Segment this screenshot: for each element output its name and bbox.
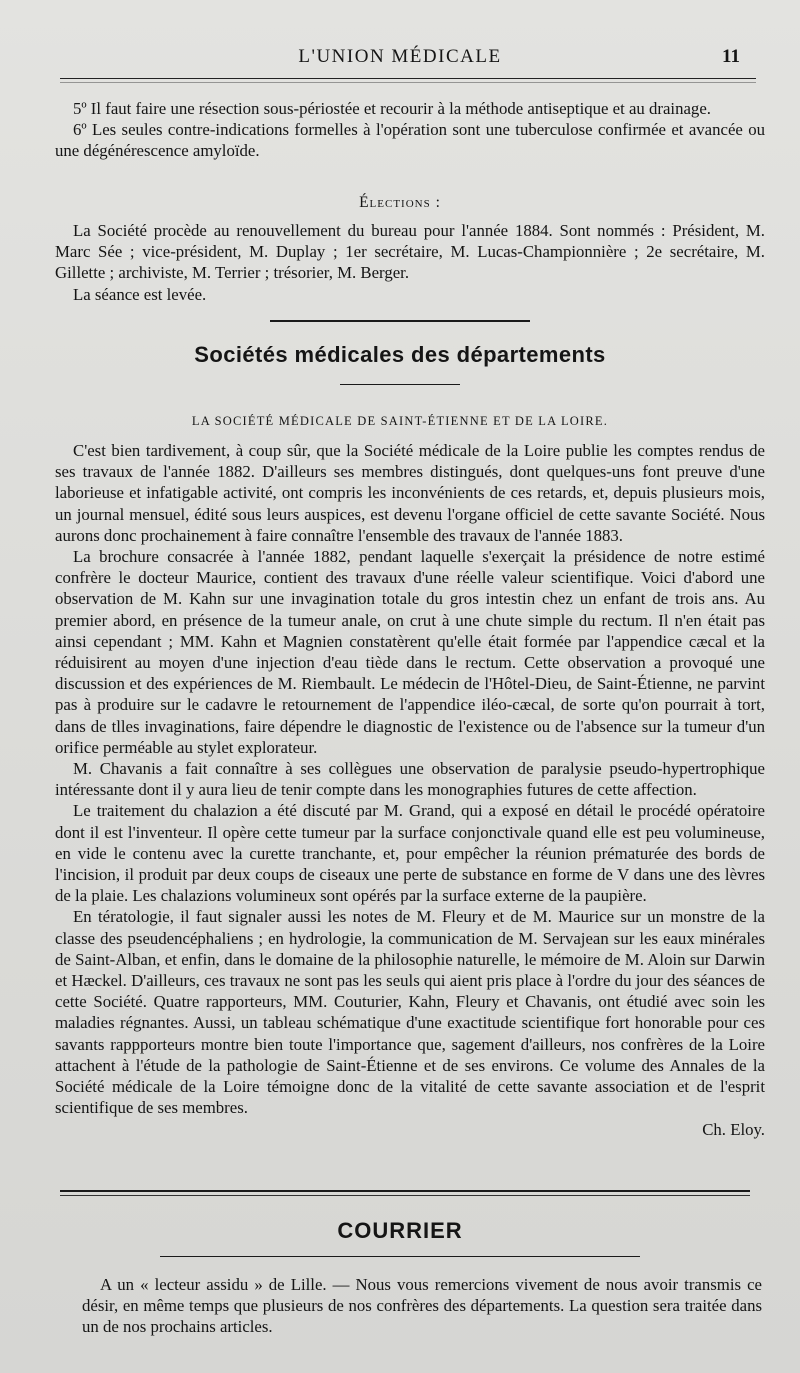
header-rule-secondary	[60, 82, 756, 83]
courrier-rule-top	[60, 1190, 750, 1192]
page-number: 11	[722, 46, 740, 67]
running-head	[60, 46, 740, 74]
elections-paragraph: La Société procède au renouvellement du bureau pour l'année 1884. Sont nommés : Président, M. Marc Sée ; vice-président, M. Duplay ; 1er secrétaire, M. Lucas-Championnière ; 2e secrétaire, M. Gillette ; archiviste, M. Terrier ; trésorier, M. Berger.	[55, 221, 765, 283]
courrier-rule-bottom	[60, 1195, 750, 1196]
society-subtitle: LA SOCIÉTÉ MÉDICALE DE SAINT-ÉTIENNE ET DE LA LOIRE.	[191, 414, 609, 428]
article-paragraph: La brochure consacrée à l'année 1882, pendant laquelle s'exerçait la présidence de notre estimé confrère le docteur Maurice, contient des travaux d'une réelle valeur scientifique. Voici d'abord une observation de M. Kahn sur une invagination totale du gros intestin chez un enfant de trois ans. Au premier abord, en présence de la tumeur anale, on crut à une chute simple du rectum. Il n'en était pas ainsi cependant ; MM. Kahn et Magnien constatèrent qu'elle était formée par l'appendice cæcal et la réduisirent au moyen d'une injection d'eau tiède dans le rectum. Cette observation a provoqué une discussion et des expériences de M. Riembault. Le médecin de l'Hôtel-Dieu, de Saint-Étienne, ne parvint pas à produire sur le cadavre le retournement de l'appendice iléo-cæcal, de sorte qu'on pourrait à tort, dans de tlles invaginations, faire dépendre le diagnostic de l'existence ou de l'absence sur la tumeur d'un orifice perméable au stylet explorateur.	[55, 547, 765, 757]
courrier-block	[82, 1274, 762, 1338]
subtitle-divider	[340, 384, 460, 385]
courrier-divider	[160, 1256, 640, 1257]
article-paragraph: C'est bien tardivement, à coup sûr, que la Société médicale de la Loire publie les comptes rendus de ses travaux de l'année 1882. D'ailleurs ses membres distingués, dont quelques-uns font preuve d'une laborieuse et infatigable activité, ont compris les inconvénients de ces retards, et, depuis plusieurs mois, un journal mensuel, édité sous leurs auspices, est devenu l'organe officiel de cette savante Société. Nous aurons donc prochainement à faire connaître l'ensemble des travaux de l'année 1883.	[55, 441, 765, 545]
author-signature: Ch. Eloy.	[702, 1119, 765, 1139]
elections-block	[55, 220, 765, 305]
societes-body	[55, 440, 765, 1140]
running-title: L'UNION MÉDICALE	[298, 46, 502, 67]
intro-block	[55, 98, 765, 162]
intro-paragraph-5: 5º Il faut faire une résection sous-périostée et recourir à la méthode antiseptique et au drainage.	[73, 99, 711, 118]
section-title-societes: Sociétés médicales des départements	[194, 342, 606, 367]
elections-heading: Élections :	[359, 194, 441, 211]
article-paragraph: M. Chavanis a fait connaître à ses collègues une observation de paralysie pseudo-hypertrophique intéressante dont il y aura lieu de tenir compte dans les monographies futures de cette affection.	[55, 759, 765, 800]
article-paragraph: En tératologie, il faut signaler aussi les notes de M. Fleury et de M. Maurice sur un monstre de la classe des pseudencéphaliens ; en hydrologie, la communication de M. Servajean sur les eaux minérales de Saint-Alban, et enfin, dans le domaine de la philosophie naturelle, le mémoire de M. Aloin sur Darwin et Hæckel. D'ailleurs, ces travaux ne sont pas les seuls qui aient pris place à l'ordre du jour des séances de cette Société. Quatre rapporteurs, MM. Couturier, Kahn, Fleury et Chavanis, ont étudié avec soin les maladies régnantes. Aussi, un tableau schématique d'une exactitude scientifique fort honorable pour ces savants rappporteurs montre bien toute l'importance que, sagement d'ailleurs, nos confrères de la Loire attachent à l'étude de la pathologie de Saint-Étienne et de ses environs. Ce volume des Annales de la Société médicale de la Loire témoigne donc de la vitalité de cette savante association et de l'esprit scientifique de ses membres.	[55, 907, 765, 1118]
section-title-courrier: COURRIER	[337, 1218, 463, 1243]
header-rule	[60, 78, 756, 79]
session-closed-paragraph: La séance est levée.	[73, 284, 207, 304]
article-paragraph: Le traitement du chalazion a été discuté par M. Grand, qui a exposé en détail le procédé opératoire dont il est l'inventeur. Il opère cette tumeur par la surface conjonctivale quand elle est peu volumineuse, en vide le contenu avec la curette tranchante, et, pour empêcher la réunion prématurée des bords de l'incision, il produit par deux coups de ciseaux une perte de substance en forme de V dans une des lèvres de la plaie. Les chalazions volumineux sont opérés par la surface externe de la paupière.	[55, 801, 765, 906]
courrier-paragraph: A un « lecteur assidu » de Lille. — Nous vous remercions vivement de nous avoir transmis ce désir, en même temps que plusieurs de nos confrères des départements. La question sera traitée dans un de nos prochains articles.	[82, 1275, 762, 1337]
intro-paragraph-6: 6º Les seules contre-indications formelles à l'opération sont une tuberculose confirmée et avancée ou une dégénérescence amyloïde.	[55, 120, 765, 161]
section-divider	[270, 320, 530, 322]
